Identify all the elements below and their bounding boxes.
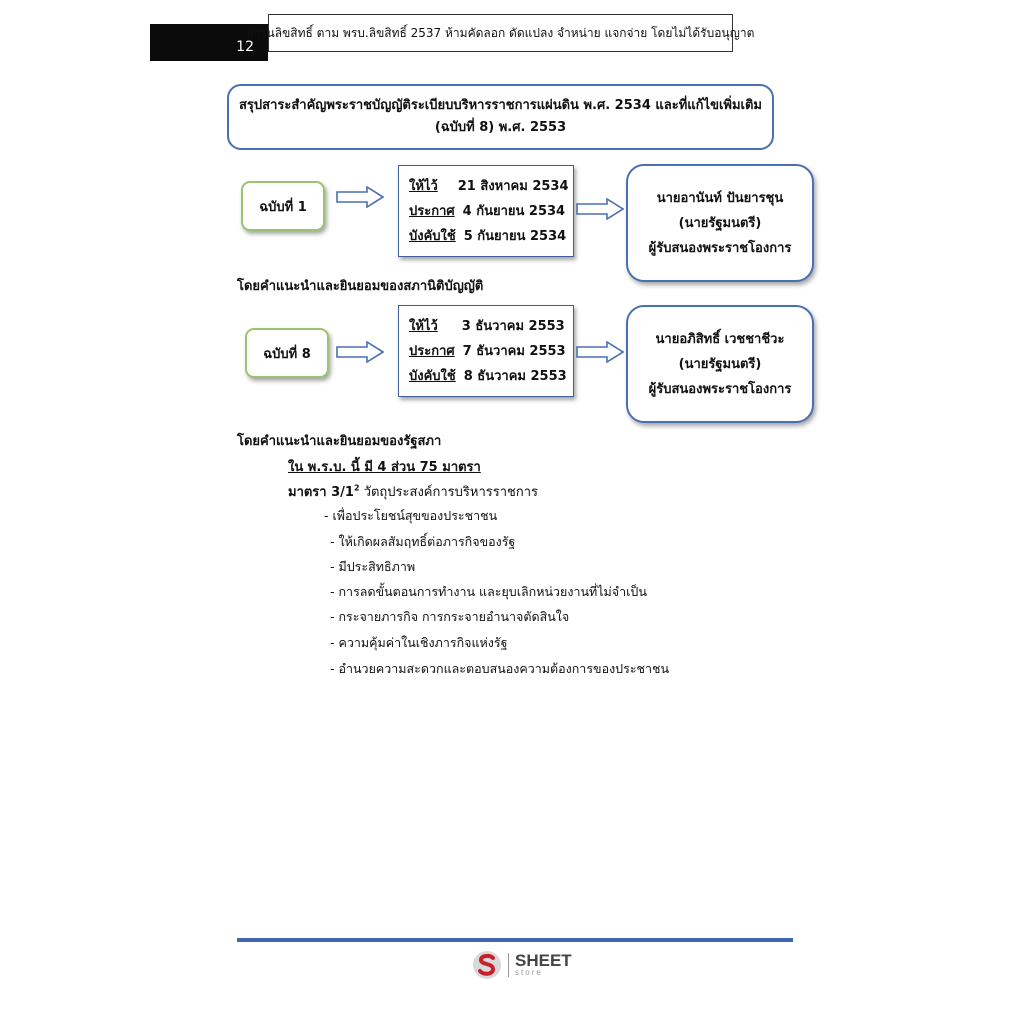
signer-title: (นายรัฐมนตรี) <box>678 356 762 372</box>
date-label: ประกาศ <box>409 204 455 219</box>
date-value: 4 กันยายน 2534 <box>462 204 566 219</box>
date-value: 21 สิงหาคม 2534 <box>457 179 569 194</box>
logo-divider <box>508 953 509 977</box>
date-value: 8 ธันวาคม 2553 <box>463 369 567 384</box>
signer-name: นายอภิสิทธิ์ เวชชาชีวะ <box>655 331 785 347</box>
section-footnote: 2 <box>353 483 360 493</box>
page-number: 12 <box>236 39 254 55</box>
date-value: 5 กันยายน 2534 <box>463 229 567 244</box>
arrow-right-icon <box>336 341 384 363</box>
date-row <box>409 223 573 248</box>
signer-title: (นายรัฐมนตรี) <box>678 215 762 231</box>
edition-8-dates <box>398 305 574 397</box>
signer-role: ผู้รับสนองพระราชโองการ <box>648 240 792 256</box>
list-item: - ความคุ้มค่าในเชิงภารกิจแห่งรัฐ <box>330 635 508 650</box>
list-item: - ให้เกิดผลสัมฤทธิ์ต่อภารกิจของรัฐ <box>330 534 516 549</box>
list-item: - มีประสิทธิภาพ <box>330 559 416 574</box>
edition-8-box <box>245 328 329 378</box>
title-line-2: (ฉบับที่ 8) พ.ศ. 2553 <box>434 120 567 135</box>
date-row <box>409 173 573 198</box>
logo-text: SHEET <box>515 951 572 970</box>
edition-8-note: โดยคำแนะนำและยินยอมของรัฐสภา <box>237 434 442 449</box>
title-box <box>227 84 774 150</box>
signer-name: นายอานันท์ ปันยารชุน <box>656 190 784 206</box>
date-value: 3 ธันวาคม 2553 <box>461 319 565 334</box>
arrow-right-icon <box>336 186 384 208</box>
date-label: บังคับใช้ <box>409 369 456 384</box>
list-item: - กระจายภารกิจ การกระจายอำนาจตัดสินใจ <box>330 609 570 624</box>
sheet-logo-icon <box>472 950 502 980</box>
date-row <box>409 198 573 223</box>
list-item: - การลดขั้นตอนการทำงาน และยุบเลิกหน่วยงานที่ไม่จำเป็น <box>330 584 647 599</box>
edition-8-signer-box <box>626 305 814 423</box>
edition-8-label: ฉบับที่ 8 <box>263 346 311 362</box>
title-line-1: สรุปสาระสำคัญพระราชบัญญัติระเบียบบริหารราชการแผ่นดิน พ.ศ. 2534 และที่แก้ไขเพิ่มเติม <box>238 98 762 113</box>
section-heading <box>288 481 538 502</box>
date-row <box>409 338 573 363</box>
list-item: - อำนวยความสะดวกและตอบสนองความต้องการของประชาชน <box>330 661 670 676</box>
date-value: 7 ธันวาคม 2553 <box>462 344 566 359</box>
arrow-right-icon <box>576 341 624 363</box>
date-label: บังคับใช้ <box>409 229 456 244</box>
section-label: มาตรา 3/1 <box>288 485 354 500</box>
date-row <box>409 313 573 338</box>
sheet-store-logo <box>472 950 572 980</box>
footer-rule <box>237 938 793 942</box>
logo-subtext: store <box>515 968 543 977</box>
arrow-right-icon <box>576 198 624 220</box>
list-item: - เพื่อประโยชน์สุขของประชาชน <box>324 508 498 523</box>
section-text: วัตถุประสงค์การบริหารราชการ <box>363 485 538 500</box>
edition-1-box <box>241 181 325 231</box>
edition-1-signer-box <box>626 164 814 282</box>
copyright-header <box>246 14 755 52</box>
date-label: ประกาศ <box>409 344 455 359</box>
copyright-text: สงวนลิขสิทธิ์ ตาม พรบ.ลิขสิทธิ์ 2537 ห้ามคัดลอก ดัดแปลง จำหน่าย แจกจ่าย โดยไม่ได้รับอนุญาต <box>246 25 755 40</box>
edition-1-note: โดยคำแนะนำและยินยอมของสภานิติบัญญัติ <box>237 279 484 294</box>
edition-1-dates <box>398 165 574 257</box>
date-label: ให้ไว้ <box>409 319 438 334</box>
date-label: ให้ไว้ <box>409 179 438 194</box>
act-summary-headline: ใน พ.ร.บ. นี้ มี 4 ส่วน 75 มาตรา <box>288 460 481 475</box>
date-row <box>409 363 573 388</box>
signer-role: ผู้รับสนองพระราชโองการ <box>648 381 792 397</box>
edition-1-label: ฉบับที่ 1 <box>259 199 307 215</box>
